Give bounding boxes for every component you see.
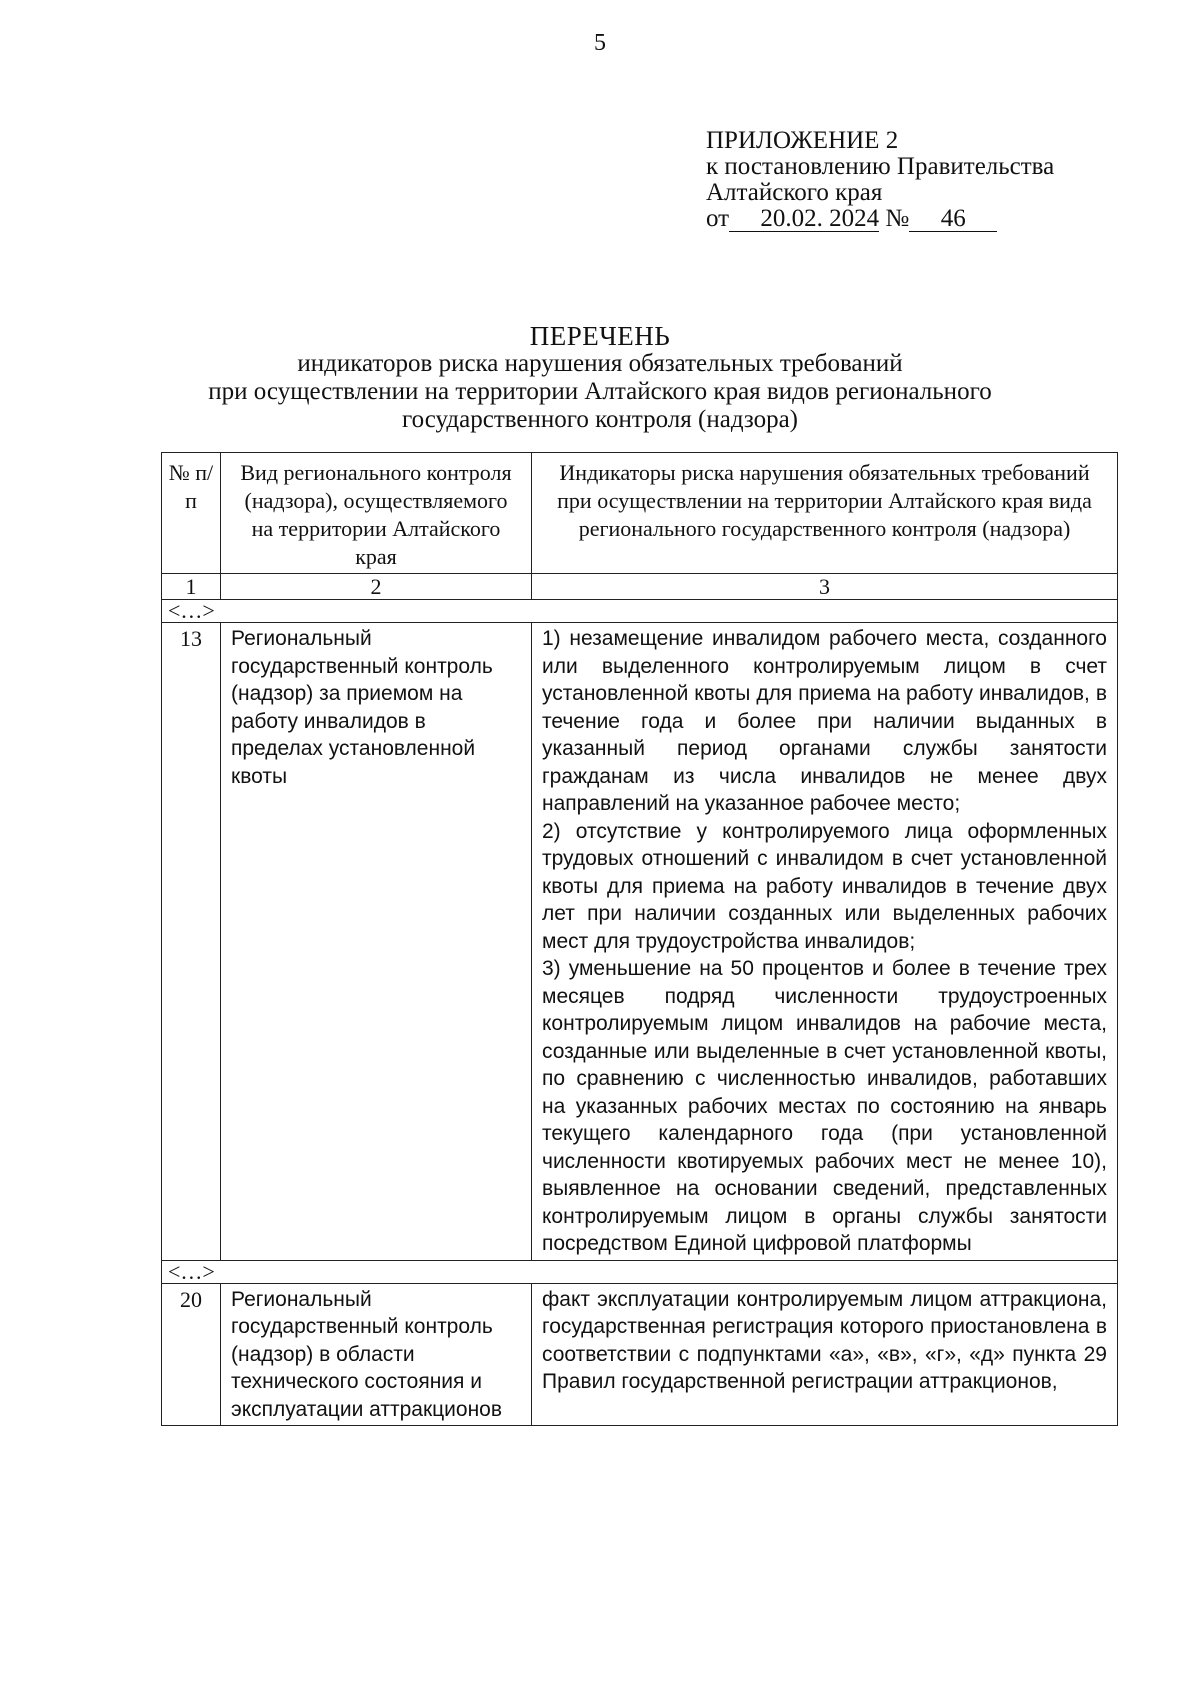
control-type-cell: Региональный государственный контроль (надзор) за приемом на работу инвалидов в пределах установленной квоты: [221, 623, 532, 1261]
indicator-item: 1) незамещение инвалидом рабочего места, созданного или выделенного контролируемым лицом в счет установленной квоты для приема на работу инвалидов, в течение года и более при наличии выданных в указанный период органами службы занятости гражданам из числа инвалидов не менее двух направлений на указанное рабочее место;: [542, 627, 1107, 815]
header-number: № п/п: [162, 453, 221, 574]
row-number: 20: [162, 1283, 221, 1426]
indicators-cell: [532, 623, 1118, 1261]
appendix-line-1: к постановлению Правительства: [706, 153, 1055, 180]
appendix-title: ПРИЛОЖЕНИЕ 2: [706, 127, 899, 154]
skip-row: [162, 1260, 1118, 1283]
column-number: 2: [221, 574, 532, 600]
column-number: 1: [162, 574, 221, 600]
appendix-line-2: Алтайского края: [706, 179, 883, 206]
table-row: [162, 1283, 1118, 1426]
column-numbers-row: [162, 574, 1118, 600]
skip-row: [162, 600, 1118, 623]
table-row: [162, 623, 1118, 1261]
from-label: от: [706, 205, 730, 232]
indicator-item: 3) уменьшение на 50 процентов и более в течение трех месяцев подряд численности трудоустроенных контролируемым лицом инвалидов на рабочие места, созданные или выделенные в счет установленной квоты, по сравнению с численностью инвалидов, работавших на указанных рабочих местах по состоянию на январь текущего календарного года (при установленной численности квотируемых рабочих мест не менее 10), выявленное на основании сведений, представленных контролируемым лицом в органы службы занятости посредством Единой цифровой платформы: [542, 957, 1107, 1255]
indicator-item: факт эксплуатации контролируемым лицом аттракциона, государственная регистрация которого приостановлена в соответствии с подпунктами «а», «в», «г», «д» пункта 29 Правил государственной регистрации аттракционов,: [542, 1287, 1107, 1393]
document-title: [150, 322, 1050, 434]
page-number: 5: [594, 30, 606, 56]
control-type-cell: Региональный государственный контроль (надзор) в области технического состояния и эксплуатации аттракционов: [221, 1283, 532, 1426]
title-line-2: при осуществлении на территории Алтайского края видов регионального: [208, 378, 992, 405]
skip-marker: <…>: [162, 1260, 1118, 1283]
skip-marker: <…>: [162, 600, 1118, 623]
row-number: 13: [162, 623, 221, 1261]
indicator-item: 2) отсутствие у контролируемого лица оформленных трудовых отношений с инвалидом в счет установленной квоты для приема на работу инвалидов в течение двух лет при наличии созданных или выделенных рабочих мест для трудоустройства инвалидов;: [542, 819, 1107, 953]
appendix-block: [706, 128, 1054, 232]
header-control-type: Вид регионального контроля (надзора), осуществляемого на территории Алтайского края: [221, 453, 532, 574]
header-indicators: Индикаторы риска нарушения обязательных требований при осуществлении на территории Алтайского края вида регионального государственного контроля (надзора): [532, 453, 1118, 574]
title-main: ПЕРЕЧЕНЬ: [529, 321, 671, 351]
title-line-3: государственного контроля (надзора): [401, 406, 799, 433]
column-number: 3: [532, 574, 1118, 600]
number-label: №: [885, 205, 910, 232]
indicators-table: [161, 452, 1118, 1426]
table-header-row: [162, 453, 1118, 574]
title-line-1: индикаторов риска нарушения обязательных требований: [297, 350, 903, 377]
appendix-date-line: [706, 206, 1054, 232]
indicators-cell: [532, 1283, 1118, 1426]
decree-number: 46: [909, 207, 997, 232]
decree-date: 20.02. 2024: [729, 207, 879, 232]
